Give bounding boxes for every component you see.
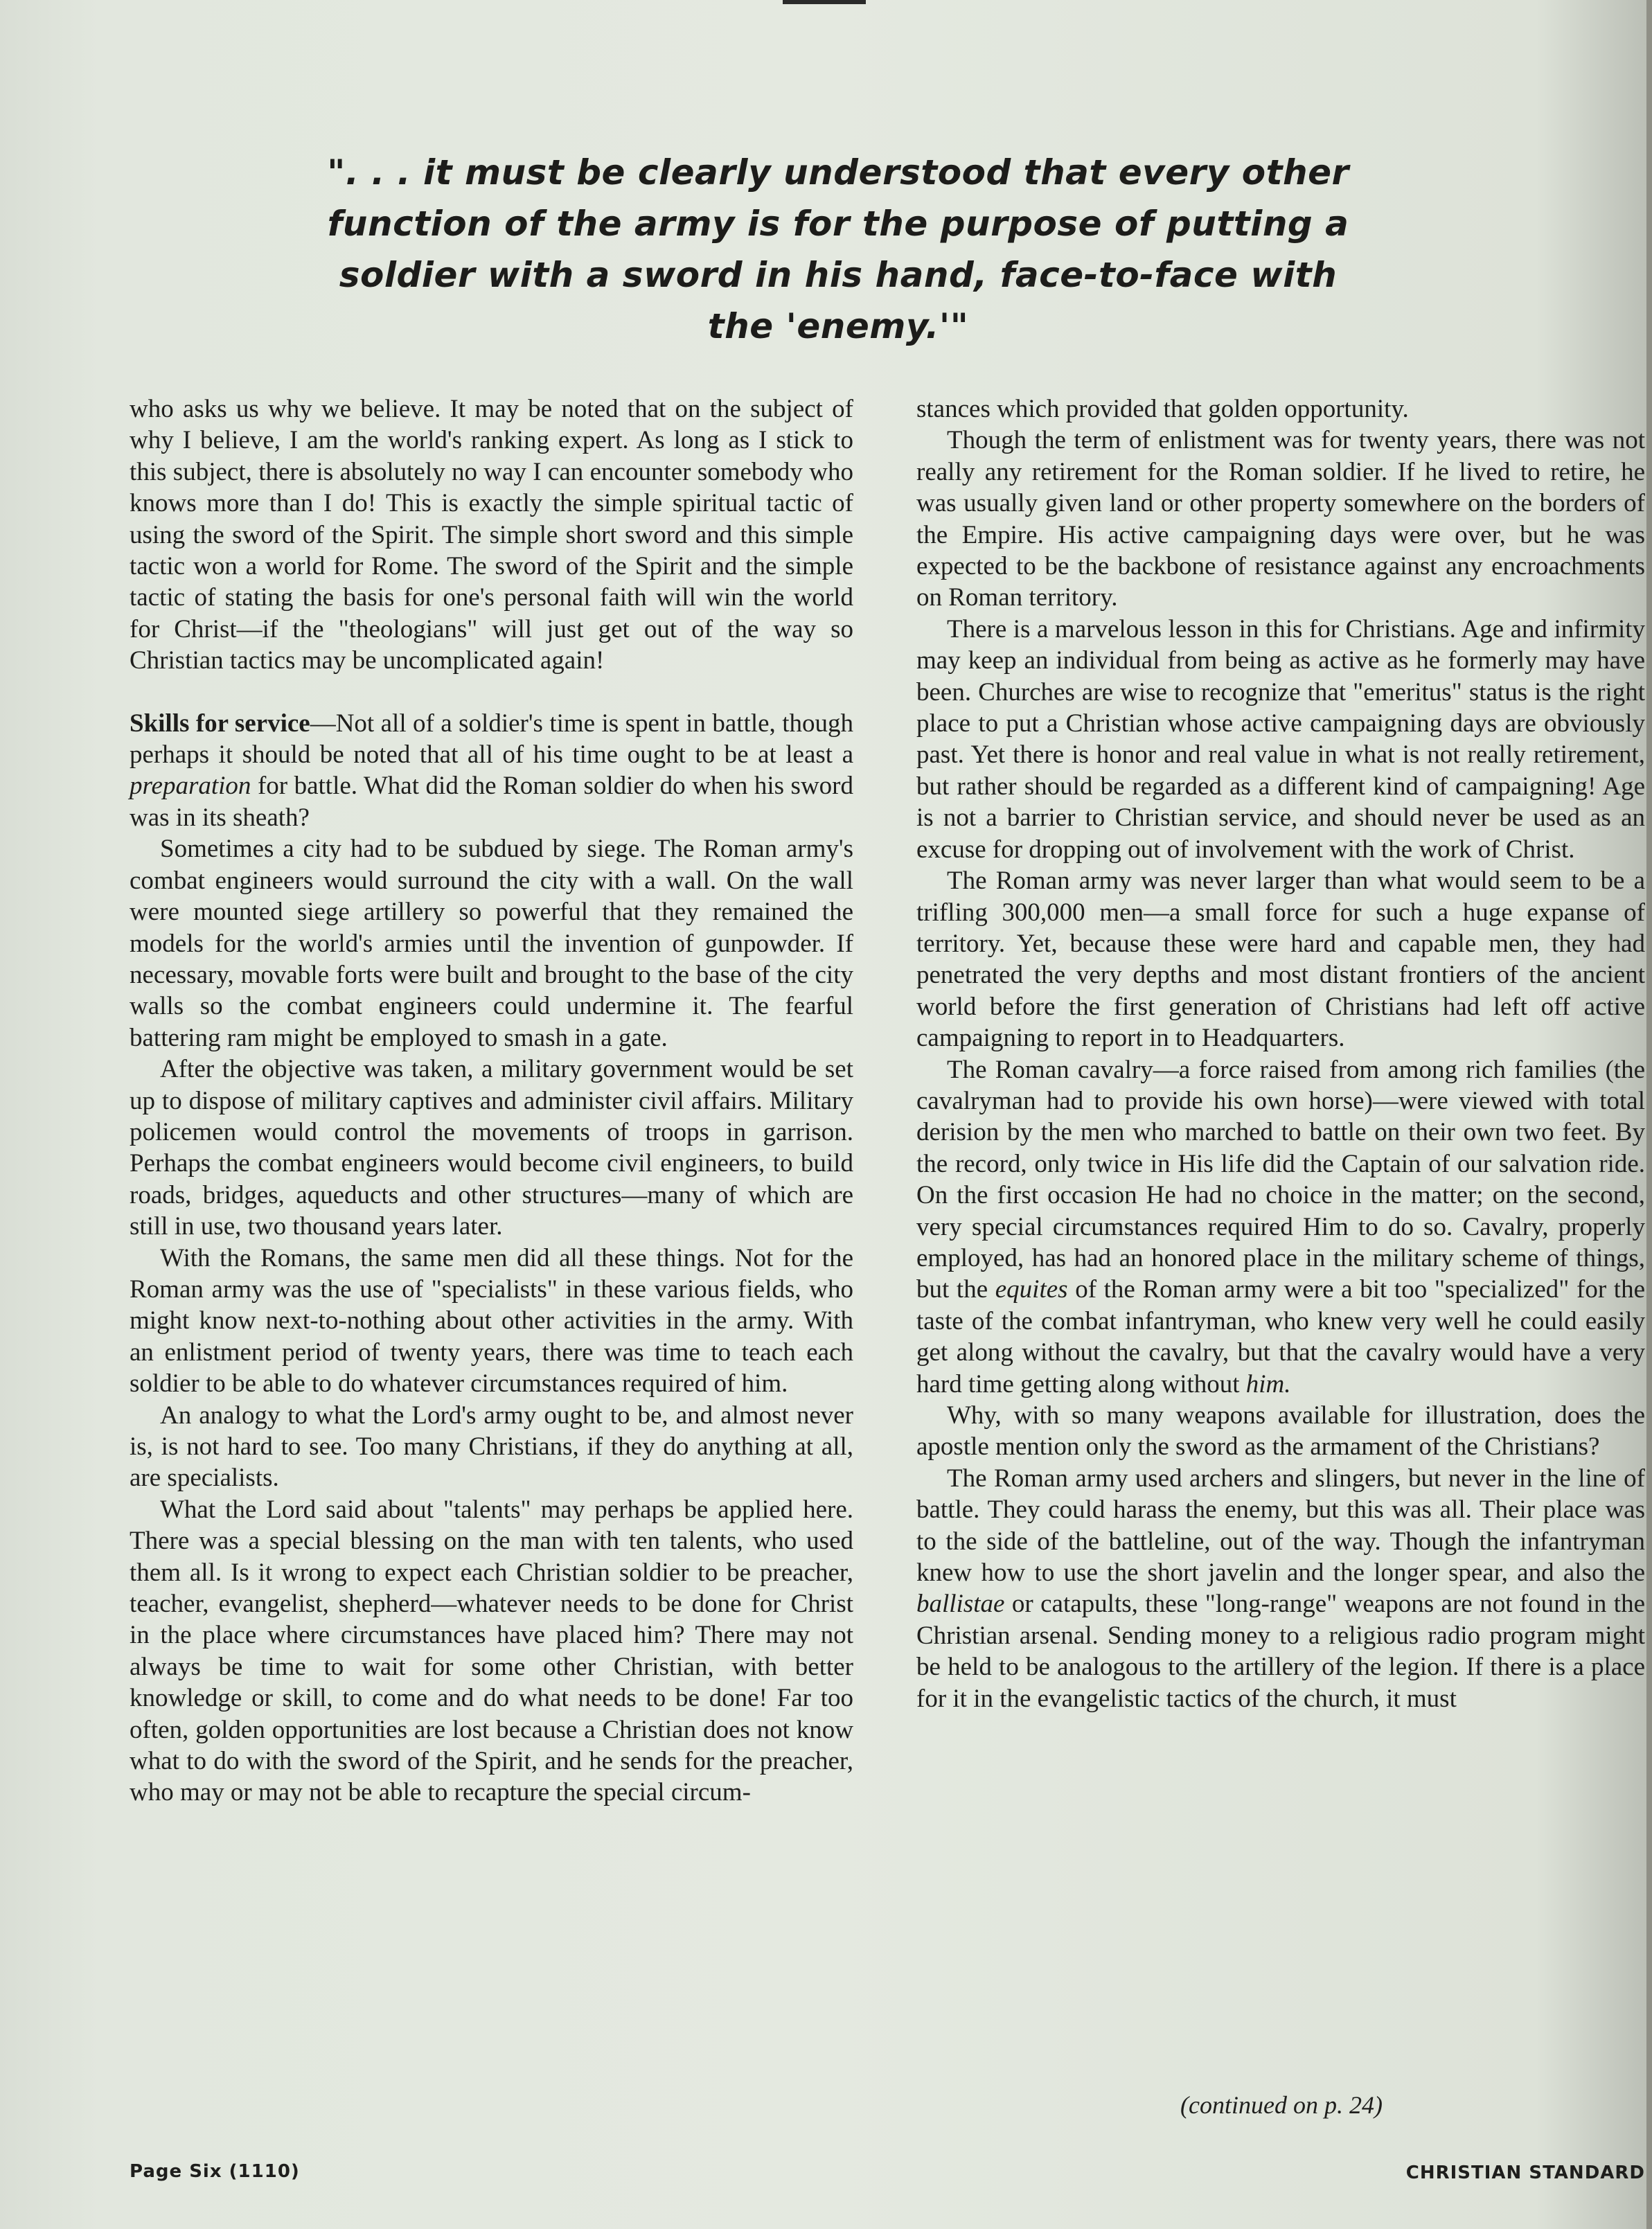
- paragraph: The Roman army was never larger than what would seem to be a trifling 300,000 men—a small force for such a huge expanse of territory. Yet, because these were hard and capable men, they had penetrated the very depths and most distant frontiers of the ancient world before the first generation of Christians had left off active campaigning to report in to Headquarters.: [916, 867, 1645, 1053]
- paragraph: After the objective was taken, a military government would be set up to dispose of military captives and administer civil affairs. Military policemen would control the movements of troops in garrison. Perhaps the combat engineers would become civil engineers, to build roads, bridges, aqueducts and other structures—many of which are still in use, two thousand years later.: [130, 1055, 853, 1241]
- right-column: [916, 393, 1645, 1714]
- paragraph: who asks us why we believe. It may be noted that on the subject of why I believe, I am the world's ranking expert. As long as I stick to this subject, there is absolutely no way I can encounter somebody who knows more than I do! This is exactly the simple spiritual tactic of using the sword of the Spirit. The simple short sword and this simple tactic won a world for Rome. The sword of the Spirit and the simple tactic of stating the basis for one's personal faith will win the world for Christ—if the "theologians" will just get out of the way so Christian tactics may be uncomplicated again!: [130, 395, 853, 675]
- emphasis-text: equites: [995, 1275, 1068, 1304]
- top-rule: [783, 0, 866, 4]
- paragraph-text: for battle. What did the Roman soldier do when his sword was in its sheath?: [130, 772, 853, 832]
- section-heading: Skills for service: [130, 709, 310, 738]
- page-number: Page Six (1110): [130, 2161, 300, 2182]
- paragraph: There is a marvelous lesson in this for Christians. Age and infirmity may keep an individual from being as active as he formerly may have been. Churches are wise to recognize that "emeritus" status is the right place to put a Christian whose active campaigning days are obviously past. Yet there is honor and real value in what is not really retirement, but rather should be regarded as a different kind of campaigning! Age is not a barrier to Christian service, and should never be used as an excuse for dropping out of involvement with the work of Christ.: [916, 614, 1645, 864]
- publication-name: CHRISTIAN STANDARD: [1405, 2163, 1645, 2183]
- page-edge-shadow: [1646, 0, 1652, 2229]
- continued-note: (continued on p. 24): [1180, 2091, 1383, 2119]
- paragraph: [916, 1054, 1645, 1400]
- paragraph: An analogy to what the Lord's army ought to be, and almost never is, is not hard to see. Too many Christians, if they do anything at all, are specialists.: [130, 1401, 853, 1493]
- section-paragraph: [130, 708, 853, 834]
- paragraph-text: of the Roman army were a bit too "specialized" for the taste of the combat infantryman, who knew very well he could easily get along without the cavalry, but that the cavalry would have a very hard time getting along without: [916, 1275, 1645, 1398]
- emphasis-text: him.: [1245, 1369, 1291, 1398]
- paragraph-text: The Roman army used archers and slingers, but never in the line of battle. They could harass the enemy, but this was all. Their place was to the side of the battleline, out of the way. Though the infantryman knew how to use the short javelin and the longer spear, and also the: [916, 1464, 1645, 1588]
- paragraph: stances which provided that golden opportunity.: [916, 395, 1409, 423]
- paragraph: [916, 1463, 1645, 1714]
- paragraph: Sometimes a city had to be subdued by siege. The Roman army's combat engineers would surround the city with a wall. On the wall were mounted siege artillery so powerful that they remained the models for the world's armies until the invention of gunpowder. If necessary, movable forts were built and brought to the base of the city walls so the combat engineers could undermine it. The fearful battering ram might be employed to smash in a gate.: [130, 835, 853, 1052]
- pull-quote: ". . . it must be clearly understood that every other function of the army is for the purpose of putting a soldier with a sword in his hand, face-to-face with the 'enemy.'": [327, 152, 1349, 346]
- emphasis-text: ballistae: [916, 1590, 1005, 1619]
- paragraph-text: or catapults, these "long-range" weapons are not found in the Christian arsenal. Sending money to a religious radio program might be held to be analogous to the artillery of the legion. If there is a place for it in the evangelistic tactics of the church, it must: [916, 1590, 1645, 1713]
- paragraph: What the Lord said about "talents" may perhaps be applied here. There was a special blessing on the man with ten talents, who used them all. Is it wrong to expect each Christian soldier to be preacher, teacher, evangelist, shepherd—whatever needs to be done for Christ in the place where circumstances have placed him? There may not always be time to wait for some other Christian, with better knowledge or skill, to come and do what needs to be done! Far too often, golden opportunities are lost because a Christian does not know what to do with the sword of the Spirit, and he sends for the preacher, who may or may not be able to recapture the special circum-: [130, 1495, 853, 1807]
- left-column: [130, 393, 853, 1809]
- paragraph-text: —Not all of a soldier's time is spent in battle, though perhaps it should be noted that all of his time ought to be at least a: [130, 709, 854, 770]
- emphasis-text: preparation: [130, 772, 251, 801]
- paragraph: With the Romans, the same men did all these things. Not for the Roman army was the use of "specialists" in these various fields, who might know next-to-nothing about other activities in the army. With an enlistment period of twenty years, there was time to teach each soldier to be able to do whatever circumstances required of him.: [130, 1243, 853, 1398]
- paragraph-text: The Roman cavalry—a force raised from among rich families (the cavalryman had to provide his own horse)—were viewed with total derision by the men who marched to battle on their own two feet. By the record, only twice in His life did the Captain of our salvation ride. On the first occasion He had no choice in the matter; on the second, very special circumstances required Him to do so. Cavalry, properly employed, has had an honored place in the military scheme of things, but the: [916, 1055, 1645, 1304]
- paragraph: Why, with so many weapons available for illustration, does the apostle mention only the sword as the armament of the Christians?: [916, 1401, 1645, 1462]
- paragraph: Though the term of enlistment was for twenty years, there was not really any retirement for the Roman soldier. If he lived to retire, he was usually given land or other property somewhere on the borders of the Empire. His active campaigning days were over, but he was expected to be the backbone of resistance against any encroachments on Roman territory.: [916, 426, 1645, 612]
